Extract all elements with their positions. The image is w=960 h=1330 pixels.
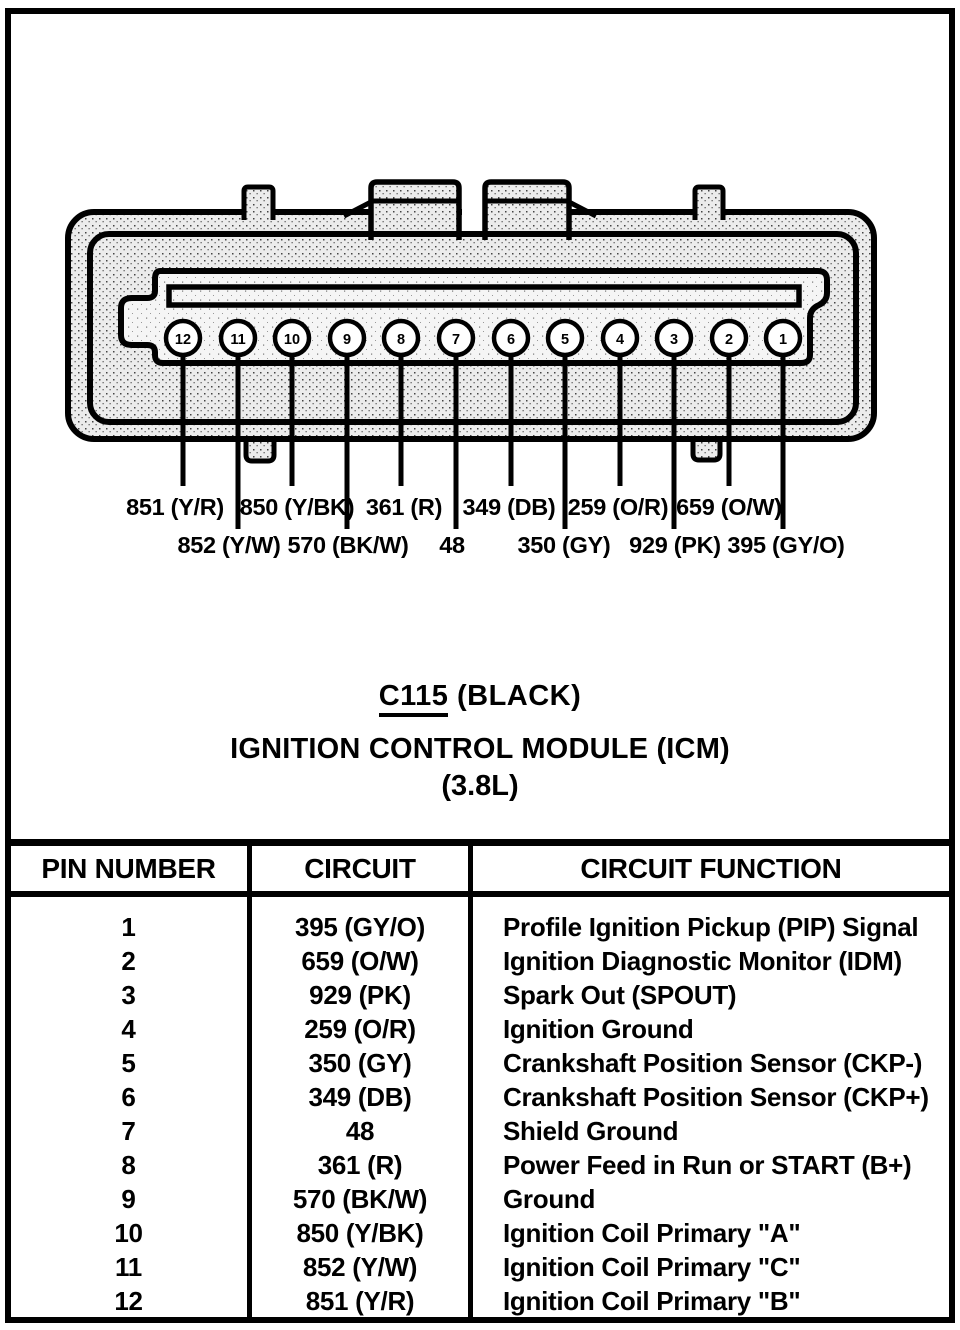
table-body [10,897,949,1318]
pin-number: 6 [506,332,516,348]
pin-number: 4 [615,332,625,348]
pin-number: 11 [230,332,246,348]
pin-number: 2 [724,332,734,348]
mounting-tab-top-small-right [695,187,723,220]
circuit-cell: 851 (Y/R) [305,1286,415,1316]
pin-cell: 3 [121,980,136,1010]
pin-function-table [10,839,949,1318]
function-cell: Crankshaft Position Sensor (CKP-) [503,1048,923,1078]
circuit-cell: 659 (O/W) [301,946,419,976]
header-cell-circuit-function: CIRCUIT FUNCTION [580,852,842,884]
circuit-cell: 259 (O/R) [304,1014,416,1044]
wire-label: 850 (Y/BK) [239,494,355,520]
wire-label: 395 (GY/O) [727,532,845,558]
wire-label: 570 (BK/W) [287,532,409,558]
function-cell: Power Feed in Run or START (B+) [503,1150,912,1180]
function-cell: Ignition Coil Primary "B" [503,1286,801,1316]
wire-label: 259 (O/R) [567,494,669,520]
table-column-circuit [252,897,473,1318]
title-engine: (3.8L) [441,770,519,802]
pin-cell: 6 [121,1082,136,1112]
table-column-circuit-function [473,897,949,1318]
pin-number: 7 [451,332,461,348]
function-cell: Shield Ground [503,1116,679,1146]
pin-number: 10 [283,332,301,348]
wire-label: 48 [439,532,465,558]
pin-cell: 11 [115,1252,142,1282]
pin-cell: 8 [121,1150,136,1180]
function-cell: Ignition Coil Primary "C" [503,1252,801,1282]
function-cell: Ignition Coil Primary "A" [503,1218,801,1248]
function-cell: Spark Out (SPOUT) [503,980,737,1010]
pin-cell: 12 [114,1286,143,1316]
mounting-tab-top-small-left [244,187,273,220]
pin-number: 12 [174,332,192,348]
title-connector-id: C115 [379,680,449,717]
pin-number: 3 [669,332,679,348]
pin-cell: 10 [114,1218,143,1248]
title-connector-color: (BLACK) [456,680,582,712]
title-module-name: IGNITION CONTROL MODULE (ICM) [230,733,730,765]
wire-label: 929 (PK) [629,532,721,558]
circuit-cell: 350 (GY) [308,1048,412,1078]
circuit-cell: 361 (R) [317,1150,403,1180]
function-cell: Crankshaft Position Sensor (CKP+) [503,1082,929,1112]
pin-cell: 7 [121,1116,136,1146]
pin-number: 5 [560,332,570,348]
circuit-cell: 929 (PK) [309,980,411,1010]
table-column-pin-number [10,897,252,1318]
wire-label: 851 (Y/R) [126,494,224,520]
circuit-cell: 395 (GY/O) [295,912,425,942]
pin-number: 1 [778,332,788,348]
wire-label: 659 (O/W) [676,494,782,520]
pin-cell: 9 [121,1184,136,1214]
connector-slot [169,287,799,305]
wire-label: 361 (R) [365,494,443,520]
pin-number: 9 [342,332,352,348]
function-cell: Profile Ignition Pickup (PIP) Signal [503,912,919,942]
circuit-cell: 850 (Y/BK) [296,1218,424,1248]
wire-label: 852 (Y/W) [177,532,281,558]
header-cell-pin-number: PIN NUMBER [10,846,252,891]
function-cell: Ignition Ground [503,1014,694,1044]
pin-cell: 5 [121,1048,136,1078]
pin-cell: 2 [121,946,136,976]
circuit-cell: 570 (BK/W) [292,1184,428,1214]
function-cell: Ground [503,1184,596,1214]
wire-label: 349 (DB) [462,494,556,520]
circuit-cell: 48 [345,1116,375,1146]
table-header-row [10,846,949,897]
pin-number: 8 [396,332,406,348]
keyway-gap [462,205,483,234]
title-connector [5,680,955,713]
circuit-cell: 349 (DB) [308,1082,412,1112]
circuit-cell: 852 (Y/W) [302,1252,418,1282]
pin-cell: 4 [121,1014,136,1044]
wire-labels [126,494,845,558]
header-cell-circuit: CIRCUIT [252,846,473,891]
pin-cell: 1 [121,912,136,942]
wire-label: 350 (GY) [517,532,611,558]
function-cell: Ignition Diagnostic Monitor (IDM) [503,946,902,976]
connector-diagram [0,0,960,575]
